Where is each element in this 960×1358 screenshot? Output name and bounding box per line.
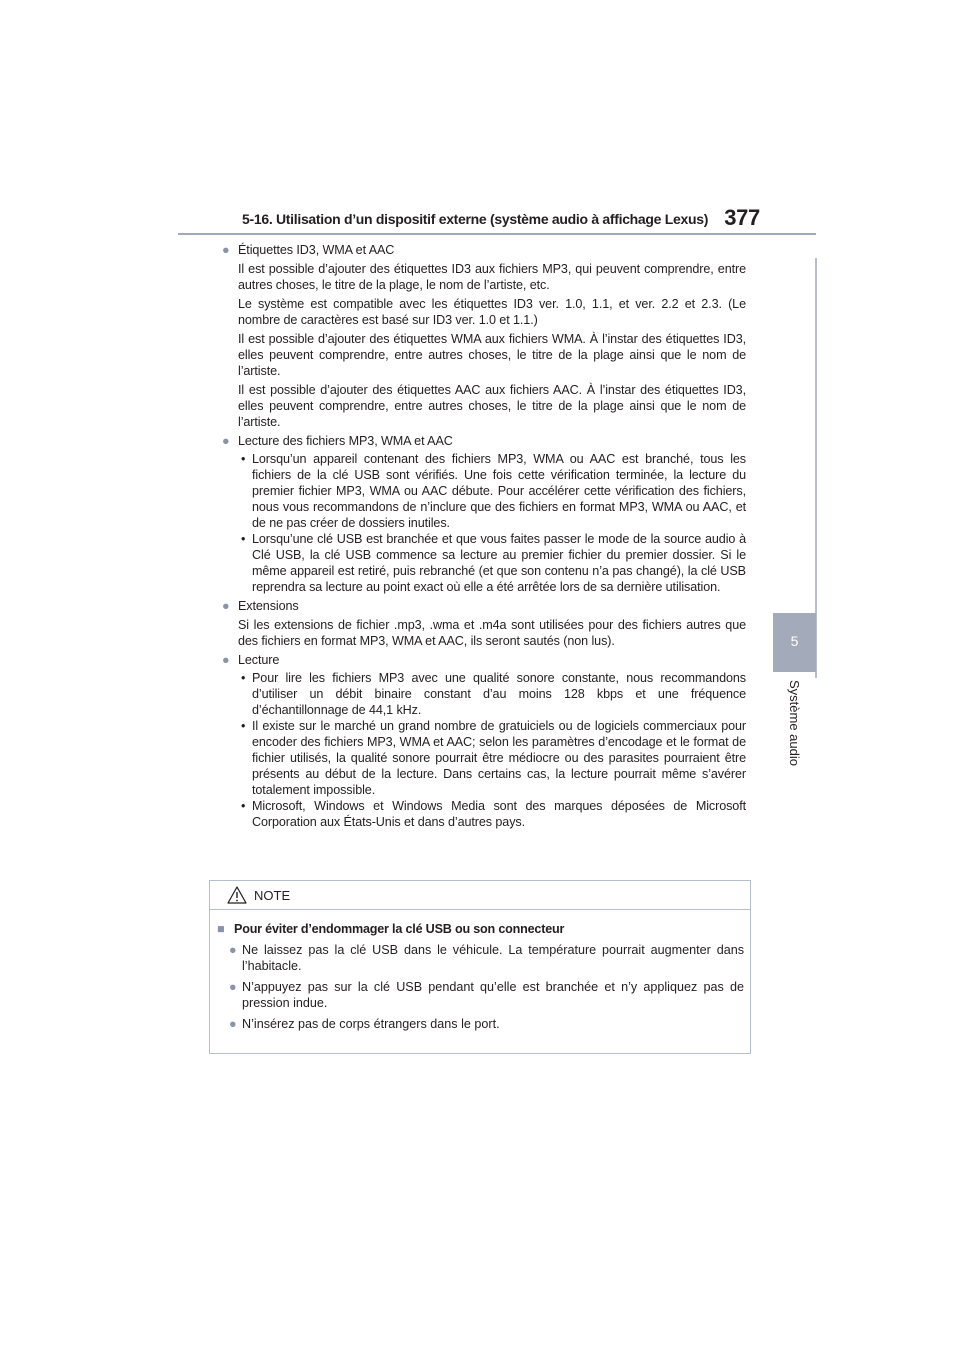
section-heading: ● Étiquettes ID3, WMA et AAC <box>222 243 395 257</box>
paragraph: Si les extensions de fichier .mp3, .wma et .m4a sont utilisées pour des fichiers autres que des fichiers en format MP3, WMA et AAC, ils seront sautés (non lus). <box>238 618 746 648</box>
main-content <box>222 242 746 833</box>
chapter-tab: 5 <box>773 613 816 672</box>
section-playback <box>222 652 746 830</box>
section-id3-tags <box>222 242 746 430</box>
paragraph: Il est possible d’ajouter des étiquettes AAC aux fichiers AAC. À l’instar des étiquettes ID3, elles peuvent comprendre, entre autres choses, le titre de la plage ainsi que le nom de l’artiste. <box>238 383 746 429</box>
section-playback-files <box>222 433 746 595</box>
page-header <box>178 204 760 232</box>
bullet-icon: ● <box>229 980 237 994</box>
square-bullet-icon: ■ <box>217 922 225 936</box>
note-label: NOTE <box>254 888 291 903</box>
list-item: • Microsoft, Windows et Windows Media sont des marques déposées de Microsoft Corporation aux États-Unis et dans d’autres pays. <box>241 799 746 829</box>
section-heading: ● Lecture des fichiers MP3, WMA et AAC <box>222 434 453 448</box>
section-title: 5-16. Utilisation d’un dispositif externe (système audio à affichage Lexus) <box>242 211 709 227</box>
paragraph: Il est possible d’ajouter des étiquettes ID3 aux fichiers MP3, qui peuvent comprendre, entre autres choses, le titre de la plage, le nom de l’artiste, etc. <box>238 262 746 292</box>
paragraph: Il est possible d’ajouter des étiquettes WMA aux fichiers WMA. À l’instar des étiquettes ID3, elles peuvent comprendre, entre autres choses, le titre de la plage ainsi que le nom de l’artiste. <box>238 332 746 378</box>
list-item: • Il existe sur le marché un grand nombre de gratuiciels ou de logiciels commerciaux pour encoder des fichiers MP3, WMA et AAC; selon les paramètres d’encodage et le format de fichier utilisés, la qualité sonore pourrait être médiocre ou des parasites pourraient être présents au début de la lecture. Dans certains cas, la lecture pourrait même s’avérer totalement impossible. <box>241 719 746 797</box>
chapter-title: Système audio <box>787 680 802 766</box>
warning-triangle-icon <box>227 886 247 908</box>
section-heading: ● Extensions <box>222 599 299 613</box>
paragraph: Le système est compatible avec les étiquettes ID3 ver. 1.0, 1.1, et ver. 2.2 et 2.3. (Le nombre de caractères est basé sur ID3 ver. 1.0 et 1.1.) <box>238 297 746 327</box>
note-item: ● N’appuyez pas sur la clé USB pendant qu’elle est branchée et n’y appliquez pas de pression indue. <box>229 980 744 1010</box>
note-item: ● N’insérez pas de corps étrangers dans le port. <box>229 1017 500 1031</box>
section-heading: ● Lecture <box>222 653 280 667</box>
header-rule <box>178 233 816 235</box>
list-item: • Lorsqu’une clé USB est branchée et que vous faites passer le mode de la source audio à Clé USB, la clé USB commence sa lecture au premier fichier du premier dossier. Si le même appareil est retiré, puis rebranché (et que son contenu n’a pas changé), la clé USB reprendra sa lecture au point exact où elle a été arrêtée lors de sa dernière utilisation. <box>241 532 746 594</box>
note-title: ■ Pour éviter d’endommager la clé USB ou son connecteur <box>217 922 565 936</box>
bullet-icon: ● <box>229 1017 237 1031</box>
bullet-icon: ● <box>222 434 230 448</box>
bullet-icon: ● <box>222 243 230 257</box>
note-item: ● Ne laissez pas la clé USB dans le véhicule. La température pourrait augmenter dans l’habitacle. <box>229 943 744 973</box>
section-extensions <box>222 598 746 649</box>
note-header <box>210 881 750 910</box>
list-item: • Pour lire les fichiers MP3 avec une qualité sonore constante, nous recommandons d’utiliser un débit binaire constant d’au moins 128 kbps et une fréquence d’échantillonnage de 44,1 kHz. <box>241 671 746 717</box>
bullet-icon: ● <box>222 653 230 667</box>
bullet-icon: ● <box>229 943 237 957</box>
note-box <box>209 880 751 1054</box>
page-number: 377 <box>724 205 760 230</box>
list-item: • Lorsqu’un appareil contenant des fichiers MP3, WMA ou AAC est branché, tous les fichiers de la clé USB sont vérifiés. Une fois cette vérification terminée, la lecture du premier fichier MP3, WMA ou AAC débute. Pour accélérer cette vérification des fichiers, nous vous recommandons de n’inclure que des fichiers en format MP3, WMA ou AAC, et de ne pas créer de dossiers inutiles. <box>241 452 746 530</box>
bullet-icon: ● <box>222 599 230 613</box>
